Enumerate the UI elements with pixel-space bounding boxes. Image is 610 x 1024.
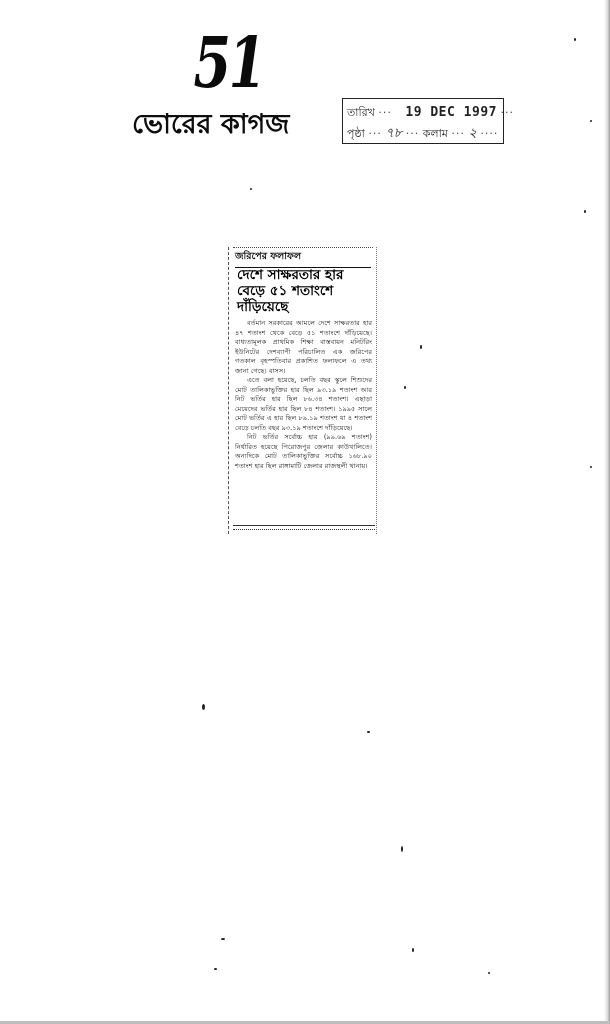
date-stamp: [342, 98, 514, 144]
article-body: [235, 319, 372, 471]
clipping-top-border: [233, 247, 373, 248]
stamp-page-label: পৃষ্ঠা: [347, 127, 365, 140]
stamp-column-value: ২: [468, 126, 477, 141]
stamp-column-label: কলাম: [422, 127, 448, 140]
scan-speck: [221, 938, 225, 940]
scan-speck: [367, 731, 370, 733]
scan-speck: [590, 120, 592, 122]
headline: দেশে সাক্ষরতার হার বেড়ে ৫১ শতাংশে দাঁড়িয়েছে: [237, 267, 344, 315]
clipping-bottom-border: [233, 525, 375, 530]
stamp-date-value: 19 DEC 1997: [405, 105, 497, 120]
article-paragraph: নিট ভর্তির সর্বোচ্চ হার (৯৯.৬৯ শতাংশ) নির্ধারিত হয়েছে পিরোজপুর জেলার কাউখালিতে। অন্যদিকে মোট তালিকাভুক্তির সর্বোচ্চ ১৬৮.৯০ শতাংশ হার ছিল রাঙ্গামাটি জেলার রাজস্থলী থানায়।: [235, 433, 372, 470]
scan-speck: [412, 948, 414, 952]
newspaper-masthead: ভোরের কাগজ: [132, 109, 290, 140]
scan-speck: [250, 188, 252, 190]
news-clipping: [228, 247, 377, 534]
column-tag: জরিপের ফলাফল: [235, 250, 371, 268]
scan-speck: [401, 846, 403, 852]
scan-speck: [574, 38, 576, 41]
stamp-page-row: পৃষ্ঠা ··· ৭৮ ··· কলাম ··· ২ ····: [347, 126, 499, 141]
archive-number: 51: [187, 21, 269, 104]
stamp-page-value: ৭৮: [385, 126, 403, 141]
stamp-date-label: তারিখ: [347, 106, 375, 119]
scan-speck: [404, 386, 406, 389]
scan-speck: [202, 704, 205, 710]
scan-speck: [488, 972, 490, 974]
page-edge-shadow: [604, 0, 610, 1024]
article-paragraph: এতে বলা হয়েছে, চলতি বছর স্কুলে শিশুদের মোট তালিকাভুক্তির হার ছিল ৯৩.১৯ শতাংশ আর নিট ভর্তির হার ছিল ৮৬.৩৪ শতাংশ। এছাড়া মেয়েদের ভর্তির হার ছিল ৮৪ শতাংশ। ১৯৯৫ সালে মোট ভর্তির এ হার ছিল ৮৯.১৯ শতাংশ যা ৪ শতাংশ বেড়ে চলতি বছর ৯৩.১৯ শতাংশে দাঁড়িয়েছে।: [235, 376, 372, 432]
scan-speck: [420, 345, 422, 349]
article-paragraph: বর্তমান সরকারের আমলে দেশে সাক্ষরতার হার ৪৭ শতাংশ থেকে বেড়ে ৫১ শতাংশে দাঁড়িয়েছে। বাধ্যতামূলক প্রাথমিক শিক্ষা বাস্তবায়ন মনিটরিং ইউনিটের দেশব্যাপী পরিচালিত এক জরিপের গতকাল বৃহস্পতিবার প্রকাশিত ফলাফলে এ তথ্য জানা গেছে। বাসস।: [235, 319, 372, 375]
scan-speck: [584, 210, 586, 213]
scan-speck: [590, 466, 592, 468]
stamp-date-row: তারিখ ··· 19 DEC 1997 ···: [347, 105, 514, 120]
scan-speck: [214, 968, 217, 970]
